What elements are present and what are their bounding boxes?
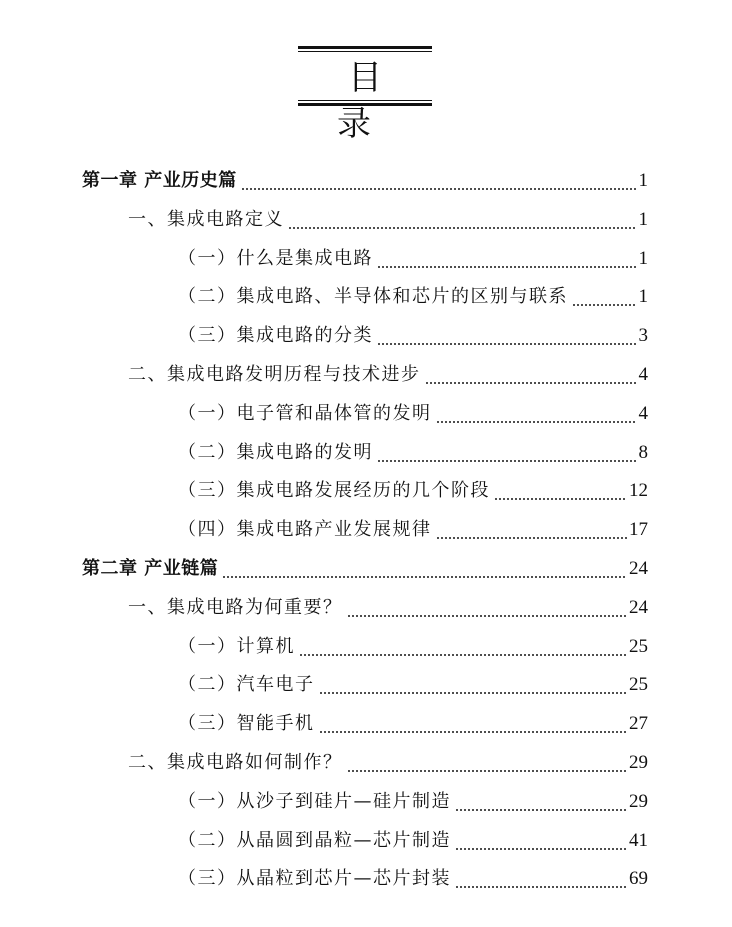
- toc-entry-label: （二）汽车电子: [178, 674, 315, 696]
- toc-entry-label: 二、集成电路发明历程与技术进步: [128, 364, 421, 385]
- dot-leader: [572, 286, 637, 308]
- dot-leader: [377, 325, 637, 347]
- toc-entry-label: （一）从沙子到硅片—硅片制造: [178, 790, 451, 812]
- toc-section-entry: [128, 736, 648, 774]
- toc-entry-label: （二）集成电路、半导体和芯片的区别与联系: [178, 286, 568, 308]
- dot-leader: [425, 364, 637, 386]
- toc-section-entry: [128, 193, 648, 231]
- toc-entry-label: （一）电子管和晶体管的发明: [178, 402, 432, 424]
- toc-page-number: 1: [638, 247, 648, 269]
- toc-chapter-entry: [82, 154, 648, 192]
- toc-entry-label: （二）集成电路的发明: [178, 441, 373, 463]
- toc-subsection-entry: [178, 620, 648, 658]
- toc-page-number: 29: [629, 752, 648, 773]
- dot-leader: [436, 403, 637, 425]
- toc-subsection-entry: [178, 697, 648, 735]
- dot-leader: [347, 752, 628, 774]
- dot-leader: [241, 170, 637, 192]
- toc-entry-label: （一）什么是集成电路: [178, 247, 373, 269]
- toc-page-number: 3: [638, 325, 648, 347]
- title-frame: [298, 46, 432, 144]
- toc-entry-label: （一）计算机: [178, 635, 295, 657]
- page-title: 目 录: [337, 58, 404, 144]
- toc-page-number: 24: [629, 596, 648, 618]
- toc-page-number: 29: [629, 790, 648, 812]
- dot-leader: [455, 830, 627, 852]
- toc-entry-label: 一、集成电路为何重要？: [128, 596, 343, 618]
- toc-subsection-entry: [178, 814, 648, 852]
- toc-entry-label: （四）集成电路产业发展规律: [178, 519, 432, 541]
- toc-section-entry: [128, 348, 648, 386]
- dot-leader: [222, 558, 627, 580]
- dot-leader: [377, 248, 637, 270]
- toc-subsection-entry: [178, 232, 648, 270]
- toc-page-number: 17: [629, 519, 648, 541]
- toc-subsection-entry: [178, 852, 648, 890]
- toc-page-number: 25: [629, 674, 648, 696]
- toc-page-number: 69: [629, 868, 648, 890]
- toc-subsection-entry: [178, 503, 648, 541]
- toc-entry-label: 第二章 产业链篇: [82, 558, 219, 579]
- dot-leader: [319, 713, 628, 735]
- toc-entry-label: （三）从晶粒到芯片—芯片封装: [178, 868, 451, 890]
- dot-leader: [288, 209, 637, 231]
- dot-leader: [377, 442, 637, 464]
- toc-subsection-entry: [178, 775, 648, 813]
- dot-leader: [299, 636, 627, 658]
- toc-entry-label: （二）从晶圆到晶粒—芯片制造: [178, 829, 451, 851]
- toc-entry-label: 二、集成电路如何制作？: [128, 752, 343, 773]
- toc-entry-label: 一、集成电路定义: [128, 208, 284, 230]
- toc-entry-label: 第一章 产业历史篇: [82, 170, 237, 191]
- dot-leader: [347, 597, 628, 619]
- toc-subsection-entry: [178, 387, 648, 425]
- dot-leader: [455, 868, 627, 890]
- toc-page-number: 4: [638, 364, 648, 385]
- toc-subsection-entry: [178, 309, 648, 347]
- toc-page-number: 41: [629, 829, 648, 851]
- toc-subsection-entry: [178, 426, 648, 464]
- toc-entry-label: （三）集成电路的分类: [178, 325, 373, 347]
- toc-chapter-entry: [82, 542, 648, 580]
- toc-page-number: 1: [638, 208, 648, 230]
- toc-page-number: 8: [638, 441, 648, 463]
- toc-section-entry: [128, 581, 648, 619]
- dot-leader: [319, 674, 628, 696]
- toc-subsection-entry: [178, 464, 648, 502]
- toc-page-number: 27: [629, 713, 648, 735]
- toc-page-number: 24: [629, 558, 648, 579]
- toc-entry-label: （三）智能手机: [178, 713, 315, 735]
- toc-page-number: 12: [629, 480, 648, 502]
- dot-leader: [494, 480, 627, 502]
- toc-page-number: 25: [629, 635, 648, 657]
- dot-leader: [455, 791, 627, 813]
- toc-page-number: 1: [638, 170, 648, 191]
- toc-subsection-entry: [178, 270, 648, 308]
- dot-leader: [436, 519, 628, 541]
- toc-page-number: 4: [638, 402, 648, 424]
- toc-subsection-entry: [178, 658, 648, 696]
- toc-entry-label: （三）集成电路发展经历的几个阶段: [178, 480, 490, 502]
- toc-page-number: 1: [638, 286, 648, 308]
